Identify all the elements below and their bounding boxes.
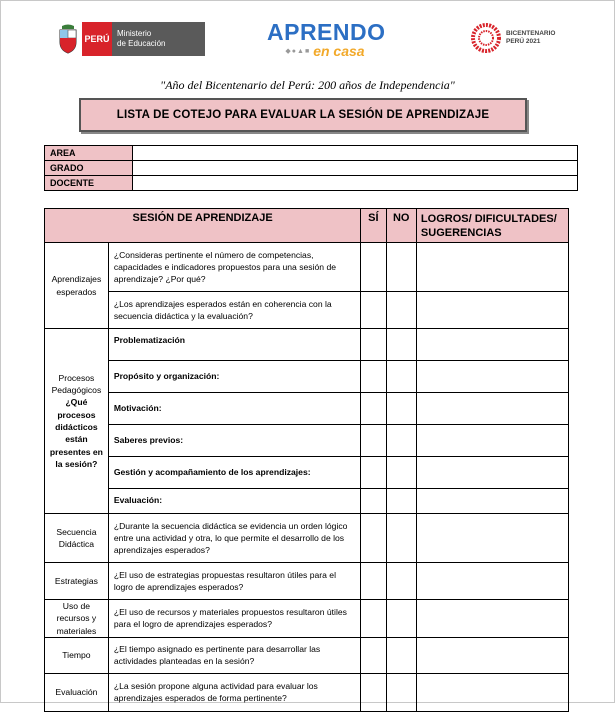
yes-cell[interactable] (361, 393, 386, 425)
logros-cell[interactable] (416, 457, 568, 489)
info-row-area (45, 146, 578, 161)
table-row (45, 600, 569, 638)
table-row (45, 457, 569, 489)
aprendo-subtitle: en casa (313, 43, 365, 59)
yes-cell[interactable] (361, 425, 386, 457)
estrategias-q: ¿El uso de estrategias propuestas resultaron útiles para el logro de aprendizajes esperados? (108, 563, 360, 600)
ministry-line2: de Educación (117, 39, 166, 48)
table-row (45, 425, 569, 457)
procesos-label (45, 329, 109, 514)
no-cell[interactable] (386, 600, 416, 638)
no-cell[interactable] (386, 637, 416, 673)
yes-cell[interactable] (361, 292, 386, 329)
no-cell[interactable] (386, 393, 416, 425)
ministry-logo (57, 22, 205, 56)
proceso-item: Motivación: (108, 393, 360, 425)
yes-cell[interactable] (361, 563, 386, 600)
logros-header (416, 209, 568, 243)
info-row-grado (45, 161, 578, 176)
logros-header-line1: LOGROS/ DIFICULTADES/ (420, 213, 557, 225)
logros-cell[interactable] (416, 637, 568, 673)
table-row (45, 329, 569, 361)
evaluacion-label: Evaluación (45, 673, 109, 711)
aprendo-en-casa-logo (267, 19, 386, 59)
aprendizajes-label: Aprendizajes esperados (45, 243, 109, 329)
procesos-label-normal: Procesos Pedagógicos (51, 372, 102, 396)
no-cell[interactable] (386, 243, 416, 292)
table-row (45, 489, 569, 514)
yes-cell[interactable] (361, 600, 386, 638)
no-cell[interactable] (386, 425, 416, 457)
procesos-label-question: ¿Qué procesos didácticos están presentes en la sesión? (49, 397, 103, 469)
logros-cell[interactable] (416, 600, 568, 638)
recursos-q: ¿El uso de recursos y materiales propuestos resultaron útiles para el logro de aprendizajes esperados? (108, 600, 360, 638)
logros-cell[interactable] (416, 673, 568, 711)
estrategias-label: Estrategias (45, 563, 109, 600)
checklist-table (44, 208, 569, 712)
docente-value[interactable] (133, 176, 578, 191)
aprendizajes-q2: ¿Los aprendizajes esperados están en coherencia con la secuencia didáctica y la evaluación? (108, 292, 360, 329)
header-row (45, 209, 569, 243)
motto: "Año del Bicentenario del Perú: 200 años de Independencia" (160, 78, 455, 92)
secuencia-label: Secuencia Didáctica (45, 514, 109, 563)
table-row (45, 243, 569, 292)
yes-cell[interactable] (361, 673, 386, 711)
table-row (45, 673, 569, 711)
logros-cell[interactable] (416, 514, 568, 563)
aprendo-title: APRENDO (267, 19, 386, 45)
no-cell[interactable] (386, 489, 416, 514)
bicentenario-line2: PERÚ 2021 (506, 38, 541, 45)
evaluacion-q: ¿La sesión propone alguna actividad para evaluar los aprendizajes esperados de forma pertinente? (108, 673, 360, 711)
table-row (45, 563, 569, 600)
table-row (45, 393, 569, 425)
yes-header: SÍ (361, 209, 386, 243)
yes-cell[interactable] (361, 489, 386, 514)
no-cell[interactable] (386, 563, 416, 600)
logros-cell[interactable] (416, 489, 568, 514)
bicentenario-line1: BICENTENARIO (506, 30, 556, 37)
area-value[interactable] (133, 146, 578, 161)
logros-cell[interactable] (416, 563, 568, 600)
table-row (45, 637, 569, 673)
secuencia-q: ¿Durante la secuencia didáctica se evidencia un orden lógico entre una actividad y otra, lo que permite el desarrollo de los aprendizajes esperados? (108, 514, 360, 563)
ministry-line1: Ministerio (117, 29, 152, 38)
docente-label: DOCENTE (45, 176, 133, 191)
bicentenario-emblem-icon (470, 22, 502, 54)
grado-label: GRADO (45, 161, 133, 176)
logros-cell[interactable] (416, 393, 568, 425)
peru-label: PERÚ (82, 22, 112, 56)
logros-cell[interactable] (416, 361, 568, 393)
ministry-name (112, 22, 205, 56)
no-header: NO (386, 209, 416, 243)
no-cell[interactable] (386, 329, 416, 361)
yes-cell[interactable] (361, 243, 386, 292)
no-cell[interactable] (386, 361, 416, 393)
decorative-shapes-icon: ◆●▲■ (285, 48, 311, 55)
proceso-item: Saberes previos: (108, 425, 360, 457)
proceso-item: Evaluación: (108, 489, 360, 514)
info-table (44, 145, 578, 191)
proceso-item: Gestión y acompañamiento de los aprendizajes: (108, 457, 360, 489)
logros-cell[interactable] (416, 329, 568, 361)
session-header: SESIÓN DE APRENDIZAJE (45, 209, 361, 243)
no-cell[interactable] (386, 514, 416, 563)
logros-cell[interactable] (416, 425, 568, 457)
proceso-item: Problematización (108, 329, 360, 361)
no-cell[interactable] (386, 673, 416, 711)
grado-value[interactable] (133, 161, 578, 176)
area-label: AREA (45, 146, 133, 161)
recursos-label: Uso de recursos y materiales (45, 600, 109, 638)
table-row (45, 514, 569, 563)
table-row (45, 292, 569, 329)
peru-shield-icon (57, 24, 79, 54)
yes-cell[interactable] (361, 637, 386, 673)
yes-cell[interactable] (361, 457, 386, 489)
yes-cell[interactable] (361, 361, 386, 393)
yes-cell[interactable] (361, 514, 386, 563)
logros-cell[interactable] (416, 292, 568, 329)
bicentenario-logo (470, 20, 570, 56)
no-cell[interactable] (386, 457, 416, 489)
document-title: LISTA DE COTEJO PARA EVALUAR LA SESIÓN DE APRENDIZAJE (79, 98, 527, 132)
proceso-item: Propósito y organización: (108, 361, 360, 393)
info-row-docente (45, 176, 578, 191)
logros-header-line2: SUGERENCIAS (420, 227, 502, 239)
tiempo-label: Tiempo (45, 637, 109, 673)
table-row (45, 361, 569, 393)
no-cell[interactable] (386, 292, 416, 329)
tiempo-q: ¿El tiempo asignado es pertinente para desarrollar las actividades planteadas en la sesión? (108, 637, 360, 673)
aprendizajes-q1: ¿Consideras pertinente el número de competencias, capacidades e indicadores propuestos para una sesión de aprendizaje? ¿Por qué? (108, 243, 360, 292)
yes-cell[interactable] (361, 329, 386, 361)
logros-cell[interactable] (416, 243, 568, 292)
